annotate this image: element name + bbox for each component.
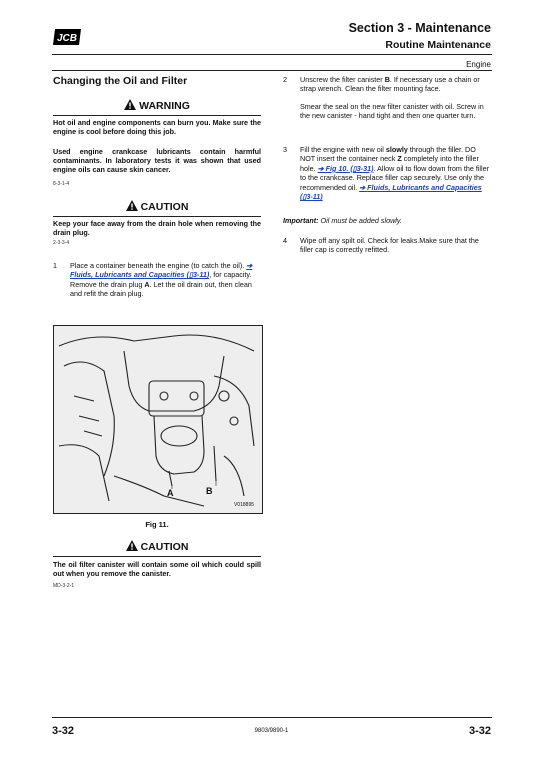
important-label: Important: [283,216,319,225]
page-number-left: 3-32 [52,725,75,737]
document-number: 9803/9890-1 [254,728,289,734]
caution-triangle-icon [126,200,138,211]
slowly-emphasis: slowly [385,145,408,154]
warning-rule [53,115,261,116]
warning-heading [53,99,261,112]
caution1-title: CAUTION [140,201,189,213]
step-4 [283,236,491,260]
fluids-link[interactable]: ➔ Fluids, Lubricants and Capacities (▯3-11) [70,261,253,280]
jcb-logo [52,28,82,46]
svg-text:JCB: JCB [56,33,78,44]
step-1-number: 1 [53,261,57,270]
step-2-text-a: Unscrew the filter canister [300,75,383,84]
caution1-code: 2-3-3-4 [53,240,70,246]
step-1-text-a: Place a container beneath the engine (to catch the oil). [70,261,245,270]
canister-letter: B [384,75,390,84]
step-2-para2: Smear the seal on the new filter canister with oil. Screw in the new canister - hand tight and then one quarter turn. [300,101,484,121]
step-3-number: 3 [283,145,287,154]
caution2-rule [53,556,261,557]
warning-text: Hot oil and engine components can burn you. Make sure the engine is cool before doing this job. [53,118,261,137]
caution2-code: MD-3-2-1 [53,583,75,589]
warning2-code: 8-3-1-4 [53,181,70,187]
drain-plug-letter: A [144,279,150,289]
step-3-text [300,145,491,201]
important-text: Oil must be added slowly. [320,216,402,225]
caution1-heading [53,200,261,213]
step-3 [283,145,491,211]
step-2-text-b: . If necessary use a chain or strap wrench. Clean the filter mounting face. [300,75,480,94]
step-1 [53,261,261,321]
fluids-link-2[interactable]: ➔ Fluids, Lubricants and Capacities (▯3-11) [300,182,482,202]
caution2-title: CAUTION [140,541,189,553]
step-2 [283,75,491,141]
step-4-number: 4 [283,236,287,245]
footer-rule [52,717,492,718]
page-ref-icon: ▯ [302,192,307,202]
section-title: Section 3 - Maintenance [348,21,491,35]
engine-figure [53,325,263,514]
subsection-title: Routine Maintenance [385,39,491,51]
fluids-link-text: Fluids, Lubricants and Capacities ( [70,270,190,280]
step-3-text-d: . Allow oil to flow down from the filler to the crankcase. Replace filler cap securely. Use only the recommended oil. [300,163,489,192]
caution-triangle-icon [126,540,138,551]
step-3-text-b: through the filler. DO NOT insert the container neck [300,145,476,164]
caution1-text: Keep your face away from the drain hole when removing the drain plug. [53,219,261,238]
figure-id: V018895 [234,502,255,508]
fluids-link-2-page: 3-11) [306,192,323,202]
warning-title: WARNING [139,100,190,112]
step-3-text-a: Fill the engine with new oil [300,145,384,154]
category-label: Engine [466,60,491,69]
page-ref-icon: ▯ [189,270,193,280]
step-4-text: Wipe off any spilt oil. Check for leaks.Make sure that the filler cap is correctly refitted. [300,236,479,255]
fluids-link-2-text: Fluids, Lubricants and Capacities ( [300,182,482,202]
step-2-text [300,75,491,121]
caution1-rule [53,216,261,217]
caution2-text: The oil filter canister will contain some oil which could spill out when you remove the canister. [53,560,261,579]
step-1-text-b: , for capacity. Remove the drain plug [70,270,252,289]
fluids-link-page: 3-11) [192,270,210,280]
header-rule-2 [52,70,492,71]
page-heading: Changing the Oil and Filter [53,75,188,87]
neck-letter: Z [397,154,402,164]
caution2-heading [53,540,261,553]
page-ref-icon: ▯ [352,163,357,173]
step-1-text-c: . Let the oil drain out, then clean and refit the drain plug. [70,279,252,299]
header-rule [52,54,492,55]
step-2-number: 2 [283,75,287,84]
figure-label-b: B [206,486,213,496]
fig10-link-text: Fig 10. ( [325,163,353,173]
step-3-text-c: completely into the filler hole. [300,154,479,173]
figure-label-a: A [167,488,174,498]
fig10-link-page: 3-31) [356,163,374,173]
page-number-right: 3-32 [468,725,491,737]
important-note [283,216,402,225]
warning-triangle-icon [124,99,136,110]
fig10-link[interactable]: ➔ Fig 10. (▯3-31) [317,163,374,173]
step-1-text [70,261,261,299]
figure-caption: Fig 11. [145,520,169,529]
warning2-text: Used engine crankcase lubricants contain harmful contaminants. In laboratory tests it was shown that used engine oils can cause skin cancer. [53,147,261,175]
engine-illustration [54,326,262,513]
